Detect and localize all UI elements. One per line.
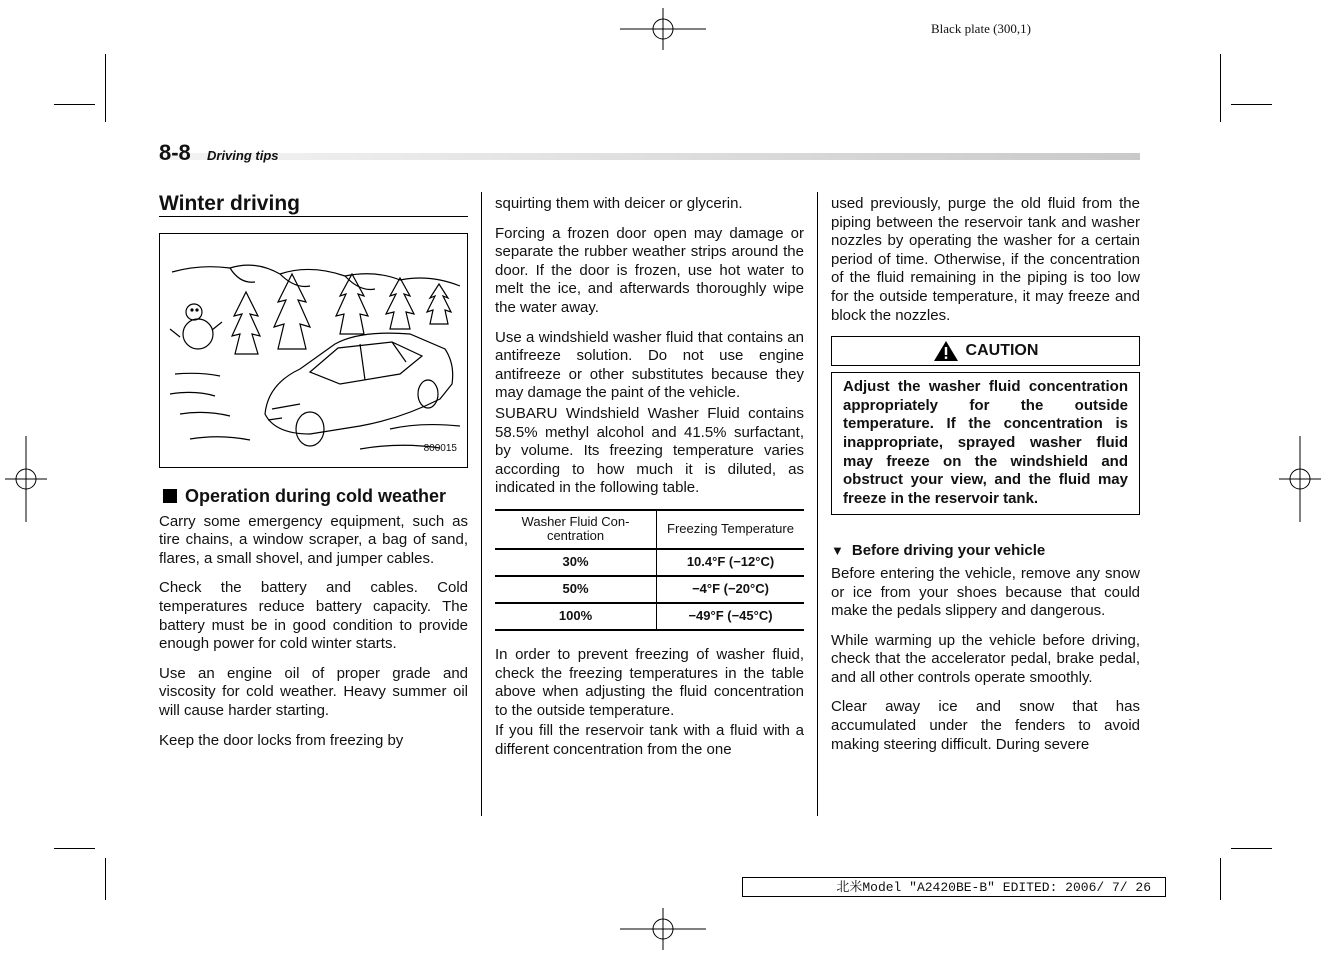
plate-label: Black plate (300,1) xyxy=(931,21,1031,36)
paragraph: Forcing a frozen door open may damage or separate the rubber weather strips around the door. If the door is frozen, use hot water to melt the ice, and afterwards thoroughly wipe the water away. xyxy=(495,224,804,316)
table-cell: 10.4°F (−12°C) xyxy=(657,549,805,576)
paragraph: SUBARU Windshield Washer Fluid contains 58.5% methyl alcohol and 41.5% surfactant, by volume. Its freezing temperature varies according to how much it is diluted, as indicated in the following table. xyxy=(495,404,804,497)
paragraph: Carry some emergency equipment, such as tire chains, a window scraper, a bag of sand, flares, a small shovel, and jumper cables. xyxy=(159,512,468,567)
registration-mark-bottom xyxy=(620,908,706,950)
table-header-row xyxy=(495,510,804,549)
paragraph: If you fill the reservoir tank with a fluid with a different concentration from the one xyxy=(495,722,804,758)
caution-header xyxy=(831,336,1140,366)
paragraph: Keep the door locks from freezing by xyxy=(159,731,404,749)
paragraph: used previously, purge the old fluid from the piping between the reservoir tank and washer nozzles by operating the washer for a certain period of time. Otherwise, if the concentration of the fluid remaining in the piping is too low for the outside temperature, it may freeze and block the nozzles. xyxy=(831,195,1140,324)
paragraph: Before entering the vehicle, remove any snow or ice from your shoes because that could make the pedals slippery and dangerous. xyxy=(831,564,1140,620)
table-cell: 50% xyxy=(495,576,657,603)
paragraph: In order to prevent freezing of washer fluid, check the freezing temperatures in the table above when adjusting the fluid concentration to the outside temperature. xyxy=(495,645,804,719)
washer-fluid-table xyxy=(495,509,804,631)
section-title: Driving tips xyxy=(207,148,279,163)
subheading-text: Before driving your vehicle xyxy=(851,542,1046,560)
table-cell: −49°F (−45°C) xyxy=(657,603,805,630)
page-number: 8-8 xyxy=(159,140,191,165)
subheading-text: Operation during cold weather xyxy=(185,485,447,506)
column-divider xyxy=(481,192,482,816)
subheading-before-driving xyxy=(831,542,1140,561)
column-1 xyxy=(159,192,468,761)
triangle-bullet-icon: ▼ xyxy=(831,543,844,559)
paragraph: Use an engine oil of proper grade and viscosity for cold weather. Heavy summer oil will cause harder starting. xyxy=(159,664,468,719)
table-header-cell: Washer Fluid Con-centration xyxy=(495,510,657,549)
paragraph: Check the battery and cables. Cold temperatures reduce battery capacity. The battery must be in good condition to provide enough power for cold winter starts. xyxy=(159,579,468,653)
figure-code: 800015 xyxy=(423,443,457,454)
crop-mark xyxy=(105,858,106,900)
winter-scene-drawing xyxy=(160,234,467,467)
column-2 xyxy=(495,195,804,770)
table-cell: −4°F (−20°C) xyxy=(657,576,805,603)
paragraph: Use a windshield washer fluid that contains an antifreeze solution. Do not use engine antifreeze or other substitutes because they may damage the paint of the vehicle. xyxy=(495,328,804,402)
registration-mark-left xyxy=(5,436,47,522)
table-header-cell: Freezing Temperature xyxy=(657,510,805,549)
caution-text: Adjust the washer fluid concentration appropriately for the outside temperature. If the concentration is inappropriate, sprayed washer fluid may freeze on the windshield and obstruct your view, and the fluid may freeze in the reservoir tank. xyxy=(831,372,1140,515)
column-3 xyxy=(831,195,1140,765)
subheading-cold-weather xyxy=(159,486,468,506)
warning-triangle-icon xyxy=(933,340,959,362)
crop-mark xyxy=(54,848,95,849)
table-cell: 100% xyxy=(495,603,657,630)
page-title: Winter driving xyxy=(159,195,468,217)
column-divider xyxy=(817,192,818,816)
crop-mark xyxy=(105,54,106,122)
table-row xyxy=(495,549,804,576)
table-row xyxy=(495,576,804,603)
paragraph: Clear away ice and snow that has accumulated under the fenders to avoid making steering difficult. During severe xyxy=(831,698,1140,753)
square-bullet-icon xyxy=(163,489,177,503)
edit-info-footer: 北米Model "A2420BE-B" EDITED: 2006/ 7/ 26 xyxy=(742,877,1166,897)
registration-mark-top xyxy=(620,8,706,50)
registration-mark-right xyxy=(1279,436,1321,522)
crop-mark xyxy=(1220,858,1221,900)
crop-mark xyxy=(1231,848,1272,849)
paragraph: squirting them with deicer or glycerin. xyxy=(495,195,743,212)
paragraph: While warming up the vehicle before driving, check that the accelerator pedal, brake pedal, and all other controls operate smoothly. xyxy=(831,631,1140,686)
table-row xyxy=(495,603,804,630)
crop-mark xyxy=(1220,54,1221,122)
header-band xyxy=(159,153,1140,160)
winter-driving-illustration xyxy=(159,233,468,468)
crop-mark xyxy=(54,104,95,105)
table-cell: 30% xyxy=(495,549,657,576)
crop-mark xyxy=(1231,104,1272,105)
caution-label: CAUTION xyxy=(965,341,1039,359)
